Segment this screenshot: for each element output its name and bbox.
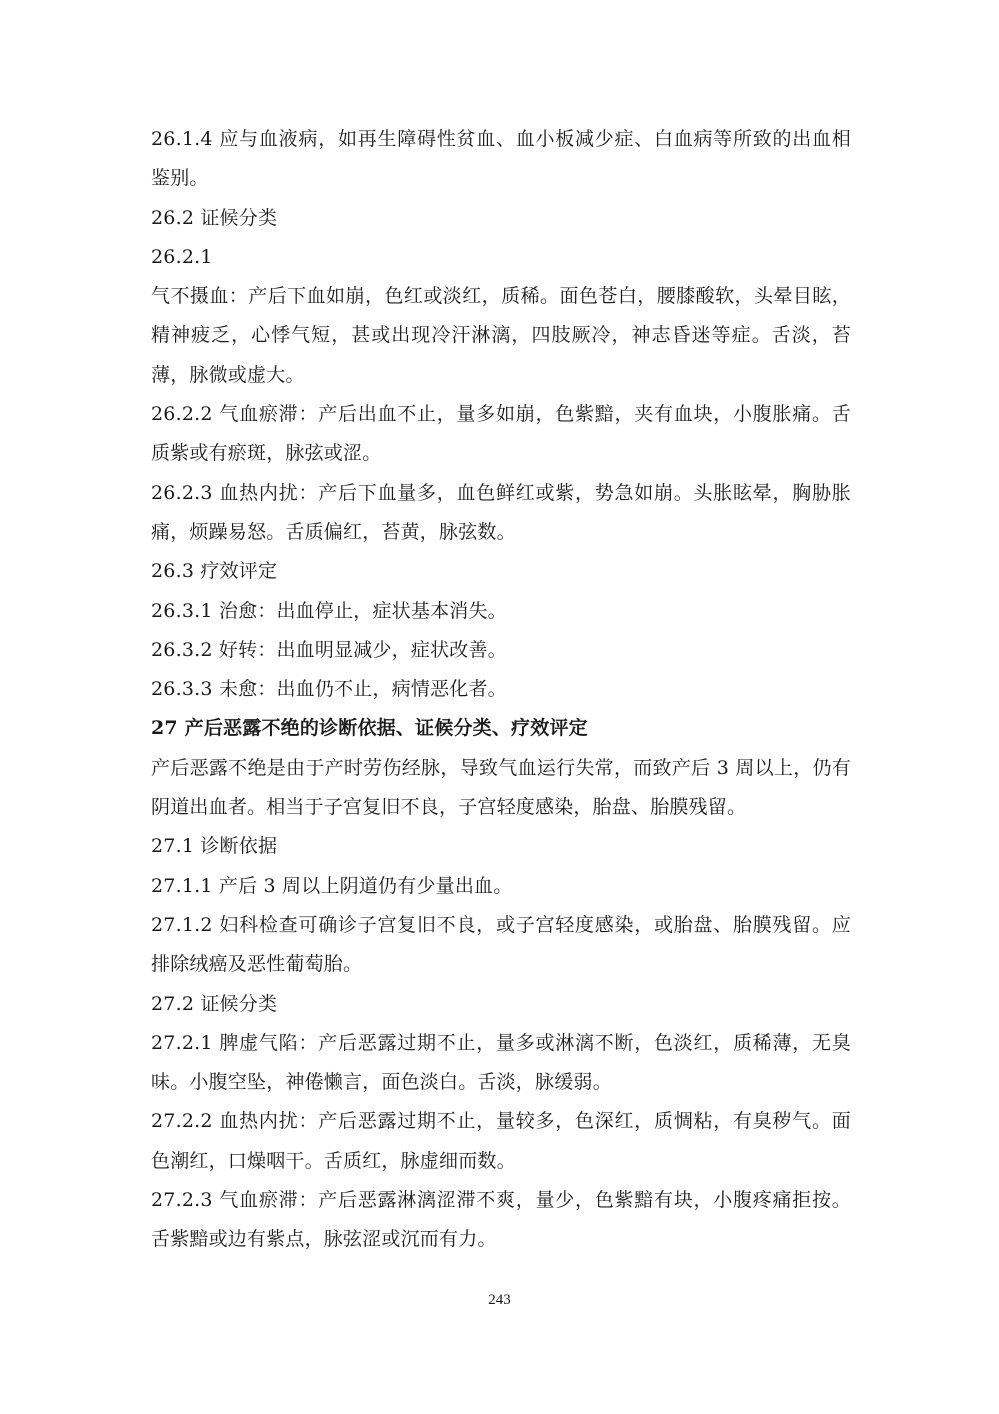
paragraph-26-3-1: 26.3.1 治愈：出血停止，症状基本消失。 [151, 599, 507, 622]
subsection-number-26-2-1: 26.2.1 [151, 245, 213, 268]
section-heading-27-1: 27.1 诊断依据 [151, 835, 278, 858]
paragraph-26-2-2: 26.2.2 气血瘀滞：产后出血不止，量多如崩，色紫黯，夹有血块，小腹胀痛。舌质紫或有瘀斑，脉弦或涩。 [151, 403, 851, 465]
paragraph-26-3-3: 26.3.3 未愈：出血仍不止，病情恶化者。 [151, 678, 507, 701]
section-heading-26-2: 26.2 证候分类 [151, 206, 278, 229]
paragraph-27-2-2: 27.2.2 血热内扰：产后恶露过期不止，量较多，色深红，质惆粘，有臭秽气。面色潮红，口燥咽干。舌质红，脉虚细而数。 [151, 1110, 851, 1172]
paragraph-26-1-4: 26.1.4 应与血液病，如再生障碍性贫血、血小板减少症、白血病等所致的出血相鉴别。 [151, 128, 851, 190]
paragraph-26-3-2: 26.3.2 好转：出血明显减少，症状改善。 [151, 638, 507, 661]
paragraph-27-2-3: 27.2.3 气血瘀滞：产后恶露淋漓涩滞不爽，量少，色紫黯有块，小腹疼痛拒按。舌紫黯或边有紫点，脉弦涩或沉而有力。 [151, 1189, 851, 1251]
paragraph-27-1-2: 27.1.2 妇科检查可确诊子宫复旧不良，或子宫轻度感染，或胎盘、胎膜残留。应排除绒癌及恶性葡萄胎。 [151, 913, 851, 976]
chapter-heading-27: 27 产后恶露不绝的诊断依据、证候分类、疗效评定 [151, 717, 588, 740]
paragraph-26-2-1: 气不摄血：产后下血如崩，色红或淡红，质稀。面色苍白，腰膝酸软，头晕目眩，精神疲乏，心悸气短，甚或出现冷汗淋漓，四肢厥冷，神志昏迷等症。舌淡，苔薄，脉微或虚大。 [151, 285, 851, 386]
section-heading-27-2: 27.2 证候分类 [151, 992, 278, 1015]
paragraph-27-2-1: 27.2.1 脾虚气陷：产后恶露过期不止，量多或淋漓不断，色淡红，质稀薄，无臭味。小腹空坠，神倦懒言，面色淡白。舌淡，脉缓弱。 [151, 1031, 851, 1094]
paragraph-27-intro: 产后恶露不绝是由于产时劳伤经脉，导致气血运行失常，而致产后 3 周以上，仍有阴道出血者。相当于子宫复旧不良，子宫轻度感染，胎盘、胎膜残留。 [151, 756, 851, 819]
page-number: 243 [488, 1292, 511, 1308]
section-heading-26-3: 26.3 疗效评定 [151, 560, 278, 583]
document-body [151, 120, 851, 1260]
paragraph-27-1-1: 27.1.1 产后 3 周以上阴道仍有少量出血。 [151, 874, 513, 897]
paragraph-26-2-3: 26.2.3 血热内扰：产后下血量多，血色鲜红或紫，势急如崩。头胀眩晕，胸胁胀痛，烦躁易怒。舌质偏红，苔黄，脉弦数。 [151, 481, 851, 543]
